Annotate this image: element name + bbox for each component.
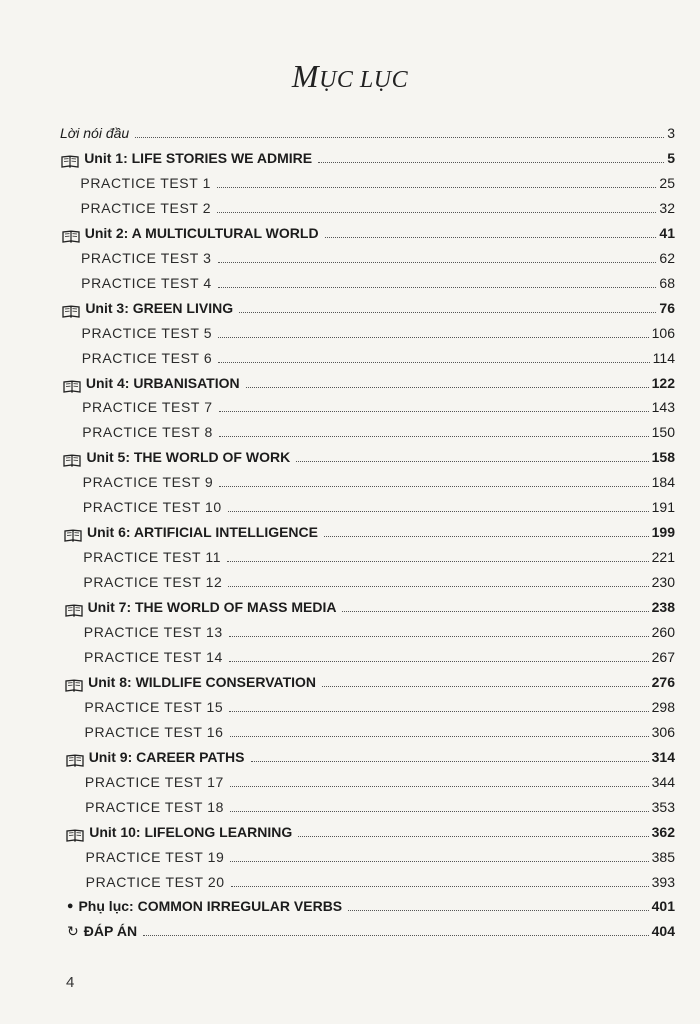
toc-label: PRACTICE TEST 20 <box>85 873 225 890</box>
leader-dots <box>246 386 649 388</box>
book-icon <box>65 679 83 691</box>
leader-dots <box>231 885 649 887</box>
leader-dots <box>219 435 649 437</box>
toc-page-number: 191 <box>651 499 675 516</box>
book-icon <box>66 754 84 766</box>
book-icon <box>63 380 81 392</box>
toc-unit <box>63 372 675 392</box>
toc-page-number: 158 <box>651 449 675 466</box>
toc-practice-test <box>82 421 675 441</box>
leader-dots <box>230 810 649 812</box>
toc-label: PRACTICE TEST 12 <box>83 574 223 591</box>
toc-page-number: 68 <box>659 274 675 291</box>
leader-dots <box>251 760 649 762</box>
toc-practice-test <box>80 172 675 192</box>
toc-label: PRACTICE TEST 1 <box>80 174 211 191</box>
toc-label: Unit 6: ARTIFICIAL INTELLIGENCE <box>87 524 318 541</box>
leader-dots <box>219 410 649 412</box>
leader-dots <box>324 535 649 537</box>
leader-dots <box>229 635 649 637</box>
toc-practice-test <box>81 272 675 292</box>
toc-practice-test <box>85 846 675 866</box>
toc-label: PRACTICE TEST 19 <box>85 848 225 865</box>
toc-practice-test <box>84 621 675 641</box>
toc-label: PRACTICE TEST 3 <box>80 249 212 266</box>
toc-page-number: 276 <box>651 673 675 690</box>
leader-dots <box>219 485 648 487</box>
toc-page-number: 230 <box>651 574 675 591</box>
leader-dots <box>228 510 649 512</box>
toc-unit <box>64 521 675 541</box>
leader-dots <box>230 735 649 737</box>
toc-label: Unit 10: LIFELONG LEARNING <box>89 823 293 840</box>
leader-dots <box>217 186 656 188</box>
toc-page-number: 385 <box>651 848 675 865</box>
book-icon <box>66 829 84 841</box>
leader-dots <box>348 909 649 911</box>
leader-dots <box>228 585 648 587</box>
toc-label: PRACTICE TEST 2 <box>80 199 212 216</box>
toc-practice-test <box>83 546 675 566</box>
leader-dots <box>143 934 648 936</box>
toc-unit <box>63 446 675 466</box>
toc-unit <box>62 222 675 242</box>
toc-unit <box>65 671 675 691</box>
toc-page-number: 314 <box>651 748 675 765</box>
title-rest: ỤC LỤC <box>319 67 409 93</box>
toc-practice-test <box>82 347 675 367</box>
toc-unit <box>65 596 675 616</box>
leader-dots <box>229 710 648 712</box>
toc-label: PRACTICE TEST 6 <box>81 349 213 366</box>
toc-answers <box>67 920 675 940</box>
toc-label: PRACTICE TEST 15 <box>84 698 224 715</box>
toc-label: Unit 9: CAREER PATHS <box>88 748 245 765</box>
toc-page-number: 404 <box>651 923 675 940</box>
toc-label: PRACTICE TEST 8 <box>82 424 213 441</box>
toc-practice-test <box>82 396 675 416</box>
toc-practice-test <box>84 696 675 716</box>
toc-label: PRACTICE TEST 9 <box>82 474 214 491</box>
toc-practice-test <box>85 721 676 741</box>
toc-label: PRACTICE TEST 5 <box>81 324 213 341</box>
leader-dots <box>218 286 657 288</box>
toc-practice-test <box>86 871 675 891</box>
toc-intro <box>60 122 675 142</box>
leader-dots <box>325 236 657 238</box>
toc-unit <box>66 746 675 766</box>
toc-label: PRACTICE TEST 18 <box>85 798 225 815</box>
leader-dots <box>217 211 656 213</box>
leader-dots <box>218 336 649 338</box>
toc-page-number: 150 <box>651 424 675 441</box>
toc-label: Phụ lục: COMMON IRREGULAR VERBS <box>78 898 343 915</box>
toc-label: Unit 4: URBANISATION <box>85 374 240 391</box>
leader-dots <box>229 660 649 662</box>
leader-dots <box>239 311 656 313</box>
book-icon <box>63 454 81 466</box>
toc-page-number: 401 <box>651 898 675 915</box>
toc-label: Unit 2: A MULTICULTURAL WORLD <box>84 224 319 241</box>
toc-label: PRACTICE TEST 4 <box>81 274 212 291</box>
leader-dots <box>298 835 648 837</box>
toc-page-number: 32 <box>659 199 675 216</box>
toc-page-number: 238 <box>651 599 675 616</box>
toc-page-number: 306 <box>651 723 675 740</box>
toc-page-number: 267 <box>651 648 675 665</box>
leader-dots <box>227 560 648 562</box>
book-icon <box>65 604 83 616</box>
toc-page-number: 41 <box>659 224 675 241</box>
toc-page-number: 76 <box>659 299 675 316</box>
toc-page-number: 3 <box>667 125 675 141</box>
toc-label: PRACTICE TEST 17 <box>84 773 224 790</box>
toc-label: Unit 1: LIFE STORIES WE ADMIRE <box>84 149 313 166</box>
leader-dots <box>218 361 649 363</box>
toc-practice-test <box>81 197 675 217</box>
toc-page-number: 25 <box>659 174 675 191</box>
toc-practice-test <box>83 471 675 491</box>
toc-label: Unit 3: GREEN LIVING <box>85 299 234 316</box>
toc-page-number: 122 <box>651 374 675 391</box>
toc-label: PRACTICE TEST 14 <box>83 648 223 665</box>
toc-page-number: 362 <box>651 823 675 840</box>
leader-dots <box>318 161 664 163</box>
bullet-icon: ● <box>66 900 74 913</box>
toc-unit <box>61 147 675 167</box>
toc-practice-test <box>81 247 675 267</box>
leader-dots <box>322 685 649 687</box>
toc-label: PRACTICE TEST 11 <box>83 549 222 566</box>
leader-dots <box>135 136 664 138</box>
toc-practice-test <box>83 571 675 591</box>
toc-page-number: 221 <box>651 549 675 566</box>
toc-unit <box>66 821 675 841</box>
toc-page-number: 353 <box>651 798 675 815</box>
toc-unit <box>62 297 675 317</box>
toc-label: PRACTICE TEST 10 <box>82 499 222 516</box>
arrow-icon: ↻ <box>67 923 79 940</box>
toc-practice-test <box>85 771 675 791</box>
toc-page-number: 184 <box>651 474 675 491</box>
toc-appendix <box>67 895 675 915</box>
toc-page-number: 143 <box>651 399 675 416</box>
book-icon <box>62 305 80 317</box>
toc-practice-test <box>85 796 675 816</box>
toc-page-number: 62 <box>659 249 675 266</box>
toc-page-number: 393 <box>651 873 675 890</box>
leader-dots <box>218 261 657 263</box>
toc-label: ĐÁP ÁN <box>83 923 138 940</box>
toc-practice-test <box>83 496 675 516</box>
leader-dots <box>296 460 648 462</box>
book-icon <box>64 529 82 541</box>
toc-label: Unit 7: THE WORLD OF MASS MEDIA <box>87 599 337 616</box>
toc-page-number: 260 <box>651 624 675 640</box>
toc-page-number: 5 <box>667 149 675 166</box>
toc-label: PRACTICE TEST 16 <box>84 723 224 740</box>
toc-label: PRACTICE TEST 7 <box>82 399 213 416</box>
toc-label: Lời nói đầu <box>60 125 130 141</box>
page-number: 4 <box>66 974 75 991</box>
book-icon <box>61 155 79 167</box>
toc-page-number: 106 <box>651 324 675 341</box>
book-icon <box>62 230 80 242</box>
toc-page-number: 114 <box>652 349 675 366</box>
toc-label: Unit 8: WILDLIFE CONSERVATION <box>88 673 317 690</box>
toc-page-number: 298 <box>651 698 675 715</box>
leader-dots <box>230 785 649 787</box>
toc-label: PRACTICE TEST 13 <box>83 624 223 640</box>
leader-dots <box>230 860 648 862</box>
toc-practice-test <box>84 646 675 666</box>
toc-label: Unit 5: THE WORLD OF WORK <box>86 449 291 466</box>
title-initial: M <box>291 58 320 94</box>
toc-page-number: 344 <box>651 773 675 790</box>
leader-dots <box>342 610 648 612</box>
toc-page-number: 199 <box>651 524 675 541</box>
toc-practice-test <box>82 322 676 342</box>
